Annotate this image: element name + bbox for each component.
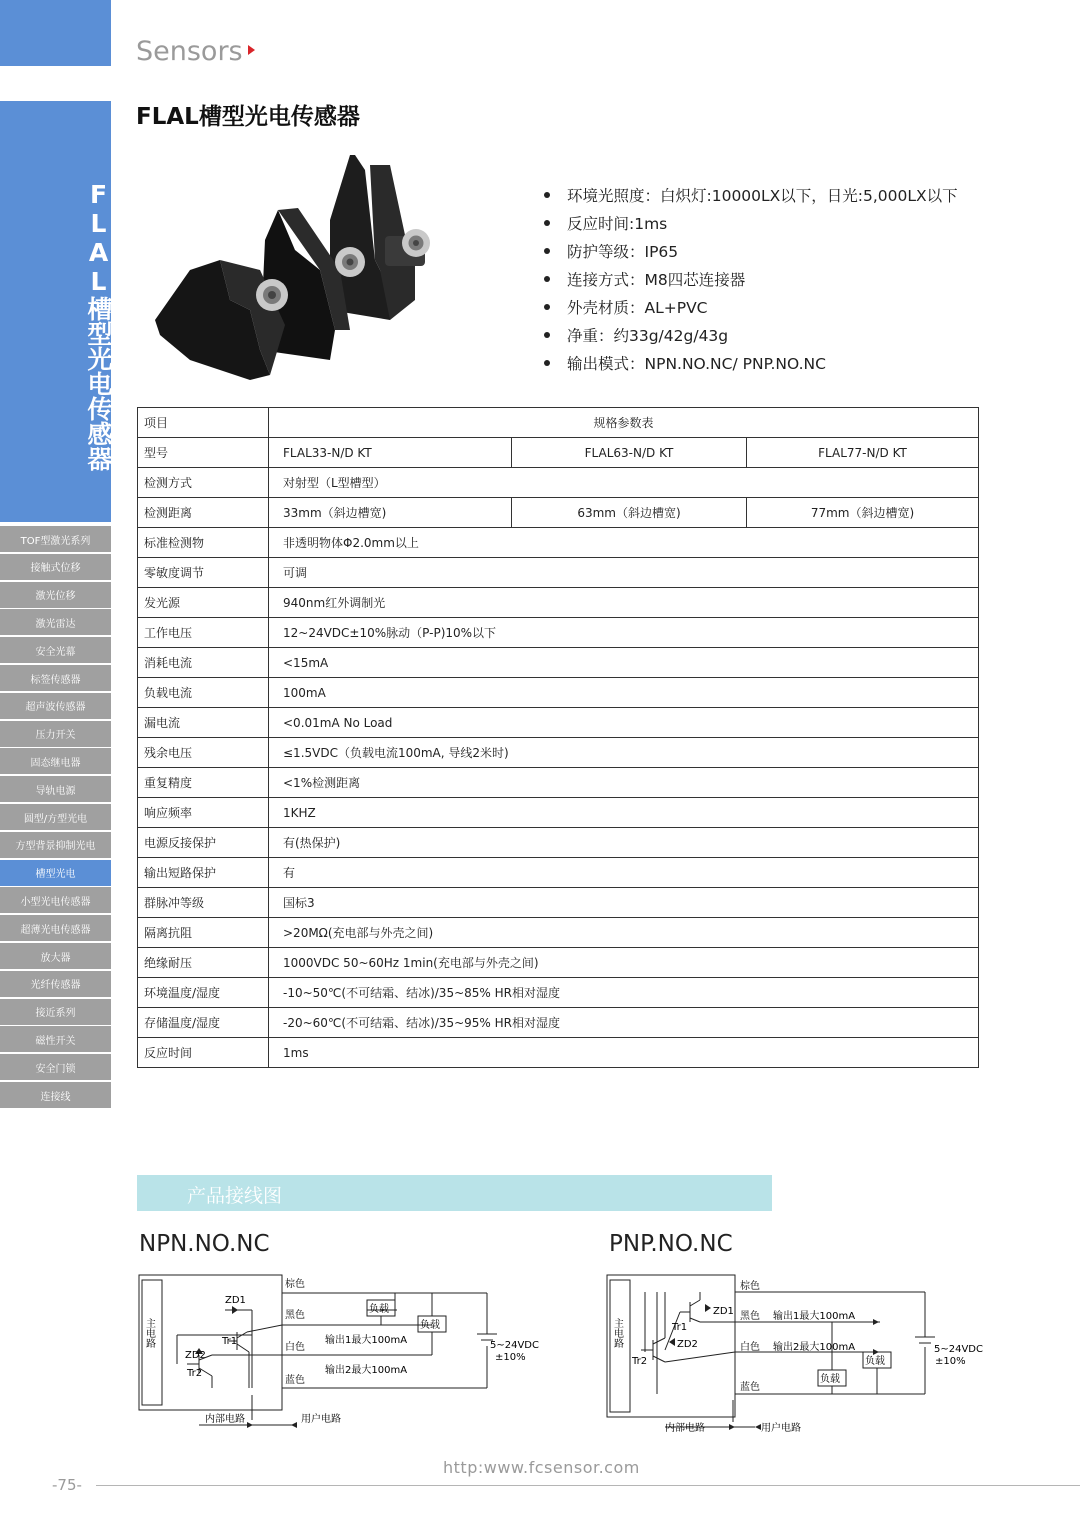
table-cell-value: 国标3 [269,888,979,918]
footer-url: http:www.fcsensor.com [443,1458,640,1477]
table-cell-value: <0.01mA No Load [269,708,979,738]
sidebar-nav-item[interactable]: 方型背景抑制光电 [0,832,111,858]
sidebar-nav-item[interactable]: 激光雷达 [0,609,111,635]
m8-connector-2 [335,247,365,277]
pnp-output-1: 输出1最大100mA [773,1311,856,1322]
table-cell-value: 1ms [269,1038,979,1068]
npn-wire-black: 黑色 [285,1310,305,1321]
arrow-right-icon [248,45,255,55]
npn-tolerance: ±10% [495,1352,526,1363]
feature-item: 环境光照度：白炽灯:10000LX以下，日光:5,000LX以下 [544,181,958,209]
feature-list [544,181,958,377]
feature-item: 输出模式：NPN.NO.NC/ PNP.NO.NC [544,349,958,377]
table-row [138,858,979,888]
table-row [138,588,979,618]
table-cell-label: 绝缘耐压 [138,948,269,978]
table-row [138,618,979,648]
table-cell-value: ≤1.5VDC（负载电流100mA, 导线2米时) [269,738,979,768]
sidebar-nav-item[interactable]: 放大器 [0,943,111,969]
npn-main-circuit: 主电路 [143,1318,155,1348]
sidebar-nav-item[interactable]: 标签传感器 [0,665,111,691]
table-cell-label: 发光源 [138,588,269,618]
table-header-row [138,408,979,438]
category-label: Sensors [136,36,255,67]
header-color-block [0,0,111,66]
sidebar-nav-item[interactable]: TOF型激光系列 [0,526,111,552]
table-row-distance [138,498,979,528]
pnp-tr1: Tr1 [672,1322,688,1333]
m8-connector-3 [402,229,430,257]
table-cell-label: 响应频率 [138,798,269,828]
table-cell-value: -20~60℃(不可结霜、结冰)/35~95% HR相对湿度 [269,1008,979,1038]
pnp-load-2: 负载 [820,1374,840,1385]
sidebar-nav-item[interactable]: 压力开关 [0,721,111,747]
table-cell-label: 存储温度/湿度 [138,1008,269,1038]
table-cell-value: 940nm红外调制光 [269,588,979,618]
feature-item: 反应时间:1ms [544,209,958,237]
sidebar-nav-item[interactable]: 磁性开关 [0,1026,111,1052]
feature-item: 连接方式：M8四芯连接器 [544,265,958,293]
footer-divider [96,1485,1080,1486]
spec-table [137,407,979,1068]
table-cell-model: FLAL63-N/D KT [512,438,747,468]
section-title: 产品接线图 [187,1185,283,1207]
pnp-zd2: ZD2 [677,1339,698,1350]
table-row [138,828,979,858]
table-cell-value: 1KHZ [269,798,979,828]
table-cell-label: 检测距离 [138,498,269,528]
table-row-model [138,438,979,468]
table-row-detect-mode [138,468,979,498]
table-cell-label: 工作电压 [138,618,269,648]
sidebar-nav-item[interactable]: 接近系列 [0,999,111,1025]
pnp-main-circuit: 主电路 [611,1318,623,1348]
npn-output-1: 输出1最大100mA [325,1335,408,1346]
feature-item: 外壳材质：AL+PVC [544,293,958,321]
sidebar-nav-item[interactable]: 安全光幕 [0,637,111,663]
table-row [138,648,979,678]
table-row [138,558,979,588]
table-cell-model: FLAL77-N/D KT [747,438,979,468]
sidebar-nav-item[interactable]: 超薄光电传感器 [0,915,111,941]
npn-wire-brown: 棕色 [285,1279,305,1290]
vertical-title: FLAL槽型光电传感器 [84,180,113,471]
product-photo [150,150,450,390]
table-row [138,798,979,828]
pnp-output-2: 输出2最大100mA [773,1342,856,1353]
table-row [138,1038,979,1068]
table-cell-label: 输出短路保护 [138,858,269,888]
pnp-wire-white: 白色 [740,1342,760,1353]
table-row [138,678,979,708]
pnp-diagram-title: PNP.NO.NC [609,1231,733,1257]
table-cell-label: 检测方式 [138,468,269,498]
table-cell-value: 有 [269,858,979,888]
table-cell-value: 12~24VDC±10%脉动（P-P)10%以下 [269,618,979,648]
table-cell-value: 1000VDC 50~60Hz 1min(充电部与外壳之间) [269,948,979,978]
sidebar-nav-item[interactable]: 激光位移 [0,582,111,608]
pnp-zd1: ZD1 [713,1306,734,1317]
npn-wire-white: 白色 [285,1342,305,1353]
npn-output-2: 输出2最大100mA [325,1365,408,1376]
npn-zd1: ZD1 [225,1295,246,1306]
table-row [138,768,979,798]
table-row [138,888,979,918]
table-cell-model: FLAL33-N/D KT [269,438,512,468]
pnp-wire-black: 黑色 [740,1311,760,1322]
page-title: FLAL槽型光电传感器 [136,104,360,130]
npn-tr2: Tr2 [187,1368,203,1379]
pnp-user-circuit: 用户电路 [761,1423,801,1434]
table-title: 规格参数表 [269,408,979,438]
pnp-wiring-diagram [605,1272,1005,1437]
table-cell-value: 有(热保护) [269,828,979,858]
pnp-voltage: 5~24VDC [934,1344,983,1355]
pnp-wire-blue: 蓝色 [740,1382,760,1393]
table-cell-distance: 33mm（斜边槽宽) [269,498,512,528]
sidebar-nav-item[interactable]: 超声波传感器 [0,693,111,719]
npn-wire-blue: 蓝色 [285,1375,305,1386]
pnp-wire-brown: 棕色 [740,1281,760,1292]
table-cell-label: 残余电压 [138,738,269,768]
npn-zd2: ZD2 [185,1350,206,1361]
npn-load-1: 负载 [369,1304,389,1315]
table-cell-label: 负载电流 [138,678,269,708]
table-cell-value: 100mA [269,678,979,708]
table-cell-label: 零敏度调节 [138,558,269,588]
table-cell-label: 电源反接保护 [138,828,269,858]
table-row [138,918,979,948]
table-row [138,948,979,978]
table-row [138,1008,979,1038]
sidebar-nav-item[interactable]: 导轨电源 [0,776,111,802]
section-header-bar [137,1175,772,1211]
npn-tr1: Tr1 [222,1336,238,1347]
npn-wiring-diagram [137,1270,557,1435]
table-row [138,978,979,1008]
npn-load-2: 负载 [420,1320,440,1331]
sidebar-nav-item[interactable]: 固态继电器 [0,748,111,774]
table-cell-value: <1%检测距离 [269,768,979,798]
table-cell-label: 型号 [138,438,269,468]
table-row [138,708,979,738]
table-cell-value: 可调 [269,558,979,588]
table-cell-value: 对射型（L型槽型） [269,468,979,498]
table-cell-distance: 63mm（斜边槽宽) [512,498,747,528]
pnp-tr2: Tr2 [632,1356,648,1367]
table-cell-label: 重复精度 [138,768,269,798]
table-cell-label: 环境温度/湿度 [138,978,269,1008]
npn-user-circuit: 用户电路 [301,1414,341,1425]
table-cell-label: 群脉冲等级 [138,888,269,918]
table-row [138,528,979,558]
pnp-internal-circuit: 内部电路 [665,1423,705,1434]
sidebar-nav-item[interactable]: 光纤传感器 [0,971,111,997]
table-cell-label: 标准检测物 [138,528,269,558]
sidebar-nav-item[interactable]: 安全门锁 [0,1054,111,1080]
npn-diagram-title: NPN.NO.NC [139,1231,270,1257]
table-cell-label: 反应时间 [138,1038,269,1068]
table-cell-distance: 77mm（斜边槽宽) [747,498,979,528]
table-cell-value: -10~50℃(不可结霜、结冰)/35~85% HR相对湿度 [269,978,979,1008]
table-cell-label: 项目 [138,408,269,438]
npn-internal-circuit: 内部电路 [205,1414,245,1425]
npn-voltage: 5~24VDC [490,1340,539,1351]
page-number: -75- [52,1476,82,1494]
table-cell-label: 消耗电流 [138,648,269,678]
table-row [138,738,979,768]
table-cell-value: >20MΩ(充电部与外壳之间) [269,918,979,948]
sidebar-nav-item[interactable]: 槽型光电 [0,860,111,886]
sidebar-nav-item[interactable]: 接触式位移 [0,554,111,580]
m8-connector-1 [256,279,288,311]
pnp-load-1: 负载 [865,1356,885,1367]
table-cell-value: <15mA [269,648,979,678]
sidebar-nav-item[interactable]: 小型光电传感器 [0,887,111,913]
table-cell-label: 隔离抗阻 [138,918,269,948]
feature-item: 净重：约33g/42g/43g [544,321,958,349]
table-cell-label: 漏电流 [138,708,269,738]
table-cell-value: 非透明物体Φ2.0mm以上 [269,528,979,558]
pnp-tolerance: ±10% [935,1356,966,1367]
feature-item: 防护等级：IP65 [544,237,958,265]
sidebar-nav-item[interactable]: 连接线 [0,1082,111,1108]
sidebar-nav-item[interactable]: 圆型/方型光电 [0,804,111,830]
